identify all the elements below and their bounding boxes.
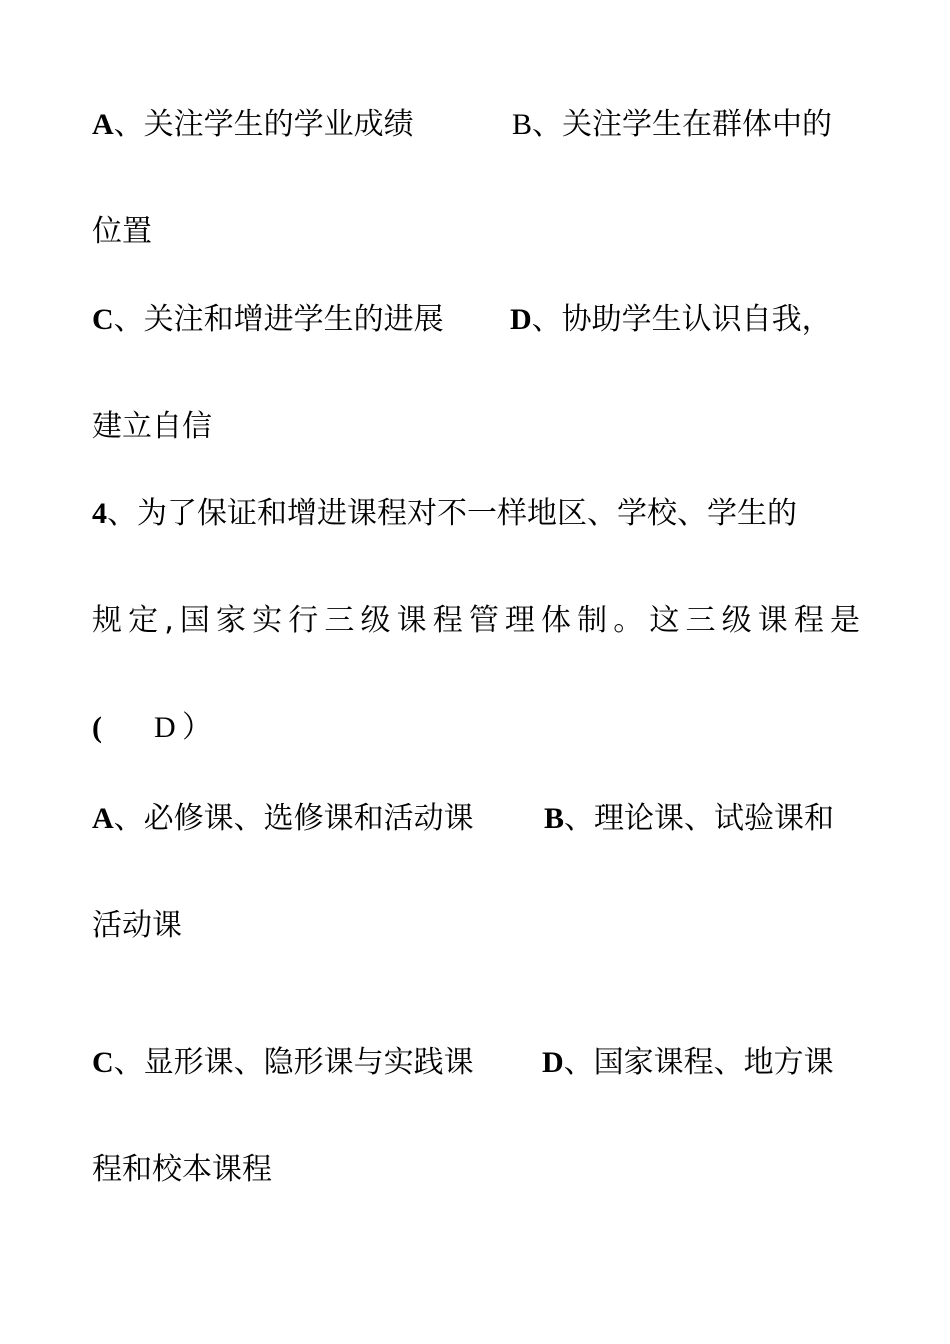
q3-option-a-text: 、关注学生的学业成绩: [113, 107, 414, 142]
q4-option-d: [542, 1043, 834, 1083]
q3-option-a-letter: A: [92, 108, 114, 141]
q3-option-b-letter: B: [512, 108, 533, 141]
q4-answer-value: D: [154, 711, 176, 744]
q3-option-b-continuation: 位置: [92, 214, 152, 249]
q4-answer-open: (: [92, 711, 102, 744]
q3-option-c-letter: C: [92, 303, 114, 336]
q3-option-d-text: 、协助学生认识自我，: [531, 302, 832, 337]
q4-option-d-text: 、国家课程、地方课: [563, 1045, 834, 1080]
q4-option-a-letter: A: [92, 802, 114, 835]
q4-answer-line: [92, 708, 860, 748]
q4-option-b-letter: B: [544, 802, 565, 835]
q3-option-d-letter: D: [510, 303, 532, 336]
q4-option-b-text: 、理论课、试验课和: [564, 801, 835, 836]
q3-option-b-text: 、关注学生在群体中的: [532, 107, 833, 142]
q4-option-d-continuation: 程和校本课程: [92, 1152, 272, 1187]
q3-option-b: [512, 105, 832, 145]
q4-option-b-continuation: 活动课: [92, 908, 182, 943]
q4-option-a-text: 、必修课、选修课和活动课: [113, 801, 474, 836]
q4-answer-close: ）: [182, 710, 212, 745]
q3-option-cd-line: [92, 300, 860, 340]
q4-option-cd-line: [92, 1043, 860, 1083]
q4-option-b: [544, 799, 834, 839]
q4-option-ab-line: [92, 799, 860, 839]
q3-option-d-continuation: 建立自信: [92, 409, 212, 444]
q4-stem-line-1: [92, 494, 860, 534]
q3-option-d: [510, 300, 832, 340]
q4-option-c-letter: C: [92, 1046, 114, 1079]
q4-option-d-letter: D: [542, 1046, 564, 1079]
q3-option-ab-line: [92, 105, 860, 145]
q4-stem-line-2: 规定,国家实行三级课程管理体制。这三级课程是: [92, 603, 860, 638]
q3-option-c-text: 、关注和增进学生的进展: [113, 302, 444, 337]
q4-option-c-text: 、显形课、隐形课与实践课: [113, 1045, 474, 1080]
q4-stem-text-1: 、为了保证和增进课程对不一样地区、学校、学生的: [107, 496, 797, 531]
q4-number: 4: [92, 497, 107, 530]
